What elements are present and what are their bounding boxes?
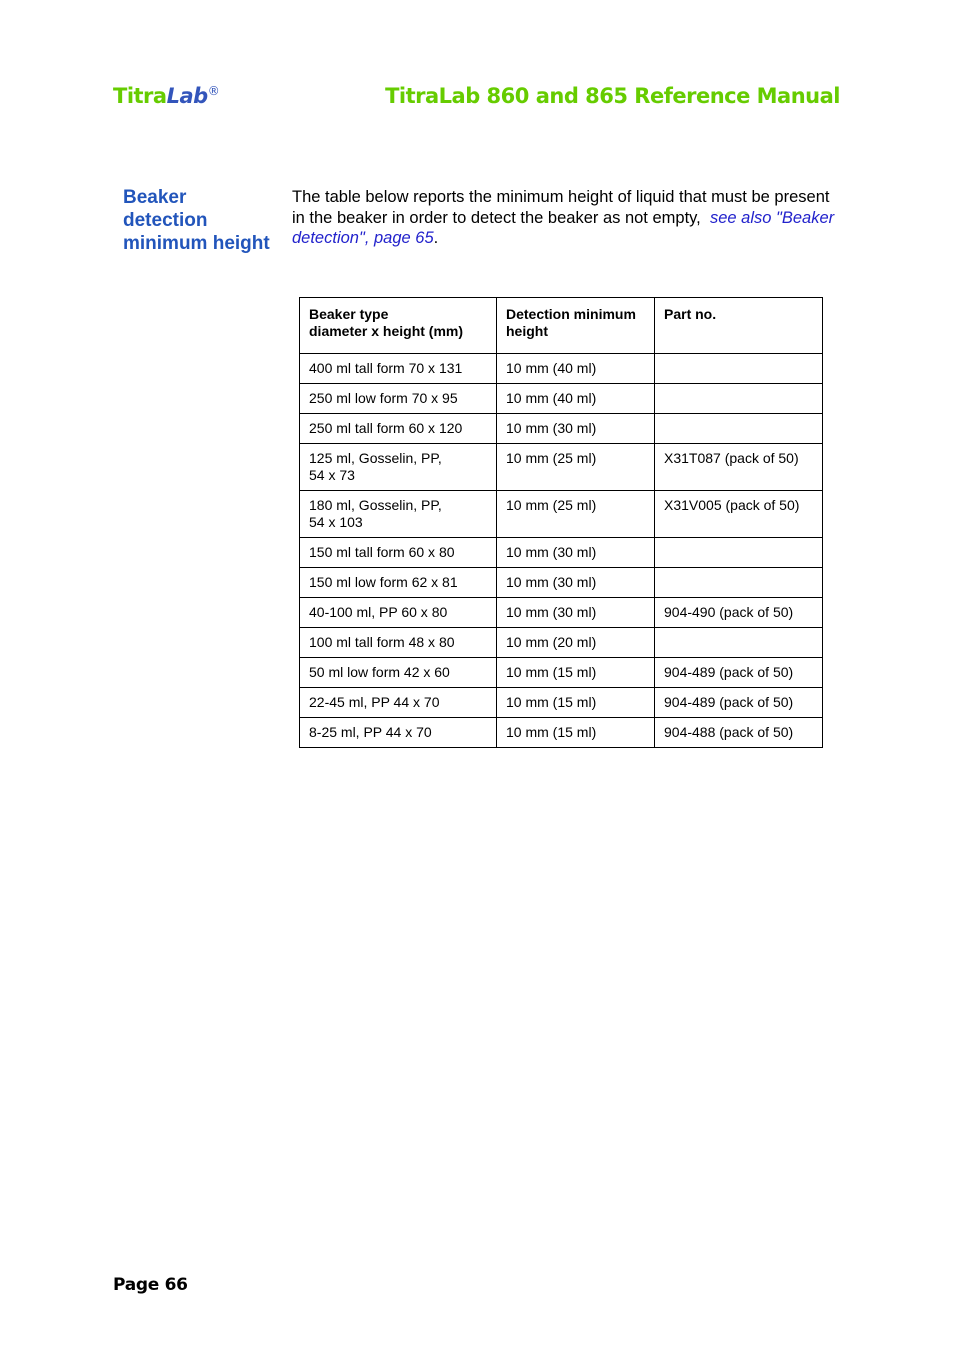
cell-detection-height: 10 mm (25 ml) (497, 491, 655, 538)
table-row (300, 598, 823, 628)
cell-part-no: X31T087 (pack of 50) (655, 444, 823, 491)
cell-beaker-type (300, 598, 497, 628)
cell-part-no (655, 354, 823, 384)
table-row (300, 491, 823, 538)
cell-line: 100 ml tall form 48 x 80 (309, 634, 455, 650)
cell-part-no: 904-490 (pack of 50) (655, 598, 823, 628)
cell-part-no: 904-489 (pack of 50) (655, 658, 823, 688)
cell-detection-height: 10 mm (25 ml) (497, 444, 655, 491)
cell-line: 150 ml low form 62 x 81 (309, 574, 458, 590)
table-row (300, 688, 823, 718)
section-title-line: Beaker (123, 187, 187, 208)
cell-line: 40-100 ml, PP 60 x 80 (309, 604, 448, 620)
header-line: Detection minimum (506, 306, 636, 322)
intro-text: The table below reports the minimum height of liquid that must be present in the beaker in order to detect the beaker as not empty, (292, 188, 830, 227)
cell-detection-height: 10 mm (30 ml) (497, 598, 655, 628)
header-detection-minimum (497, 298, 655, 354)
cell-beaker-type (300, 718, 497, 748)
header-line: height (506, 323, 548, 339)
intro-paragraph (292, 187, 840, 249)
cell-line: 125 ml, Gosselin, PP, (309, 450, 442, 466)
cell-beaker-type (300, 568, 497, 598)
cell-line: 180 ml, Gosselin, PP, (309, 497, 442, 513)
cell-beaker-type (300, 491, 497, 538)
table-row (300, 384, 823, 414)
cell-part-no (655, 414, 823, 444)
intro-end: . (433, 229, 439, 247)
section-title-line: minimum height (123, 233, 270, 254)
cell-detection-height: 10 mm (15 ml) (497, 688, 655, 718)
brand-suffix: Lab (166, 84, 208, 108)
page-number: Page 66 (113, 1275, 188, 1295)
cell-detection-height: 10 mm (15 ml) (497, 658, 655, 688)
cell-line: 54 x 73 (309, 467, 355, 483)
cell-beaker-type (300, 688, 497, 718)
cell-part-no: X31V005 (pack of 50) (655, 491, 823, 538)
cell-part-no: 904-489 (pack of 50) (655, 688, 823, 718)
cell-part-no: 904-488 (pack of 50) (655, 718, 823, 748)
cell-part-no (655, 538, 823, 568)
table-row (300, 538, 823, 568)
header-line: Beaker type (309, 306, 389, 322)
header-part-no (655, 298, 823, 354)
header-line: Part no. (664, 306, 717, 322)
beaker-detection-link[interactable]: see also "Beaker detection", page 65 (292, 208, 835, 247)
cell-line: 400 ml tall form 70 x 131 (309, 360, 463, 376)
header-line: diameter x height (mm) (309, 323, 464, 339)
cell-detection-height: 10 mm (30 ml) (497, 568, 655, 598)
cell-detection-height: 10 mm (30 ml) (497, 414, 655, 444)
header-beaker-type (300, 298, 497, 354)
table-row (300, 414, 823, 444)
cell-beaker-type (300, 628, 497, 658)
brand-prefix: Titra (113, 84, 167, 108)
cell-line: 250 ml low form 70 x 95 (309, 390, 458, 406)
cell-line: 250 ml tall form 60 x 120 (309, 420, 463, 436)
registered-mark: ® (207, 84, 220, 98)
section-title (123, 186, 283, 255)
cell-line: 54 x 103 (309, 514, 363, 530)
table-row (300, 354, 823, 384)
table-row (300, 444, 823, 491)
cell-part-no (655, 628, 823, 658)
cell-detection-height: 10 mm (40 ml) (497, 384, 655, 414)
cell-detection-height: 10 mm (30 ml) (497, 538, 655, 568)
cell-beaker-type (300, 414, 497, 444)
cell-part-no (655, 384, 823, 414)
cell-line: 8-25 ml, PP 44 x 70 (309, 724, 432, 740)
cell-beaker-type (300, 538, 497, 568)
cell-detection-height: 10 mm (40 ml) (497, 354, 655, 384)
table-body (300, 354, 823, 748)
beaker-detection-table (299, 297, 823, 748)
cell-detection-height: 10 mm (15 ml) (497, 718, 655, 748)
table-row (300, 658, 823, 688)
cell-beaker-type (300, 384, 497, 414)
cell-beaker-type (300, 444, 497, 491)
cell-part-no (655, 568, 823, 598)
cell-line: 50 ml low form 42 x 60 (309, 664, 450, 680)
cell-beaker-type (300, 354, 497, 384)
section-title-line: detection (123, 210, 208, 231)
table-row (300, 568, 823, 598)
manual-title: TitraLab 860 and 865 Reference Manual (385, 84, 840, 108)
table-row (300, 718, 823, 748)
table-row (300, 628, 823, 658)
table-header-row (300, 298, 823, 354)
cell-detection-height: 10 mm (20 ml) (497, 628, 655, 658)
cell-beaker-type (300, 658, 497, 688)
cell-line: 150 ml tall form 60 x 80 (309, 544, 455, 560)
brand-logo (113, 84, 219, 108)
cell-line: 22-45 ml, PP 44 x 70 (309, 694, 440, 710)
